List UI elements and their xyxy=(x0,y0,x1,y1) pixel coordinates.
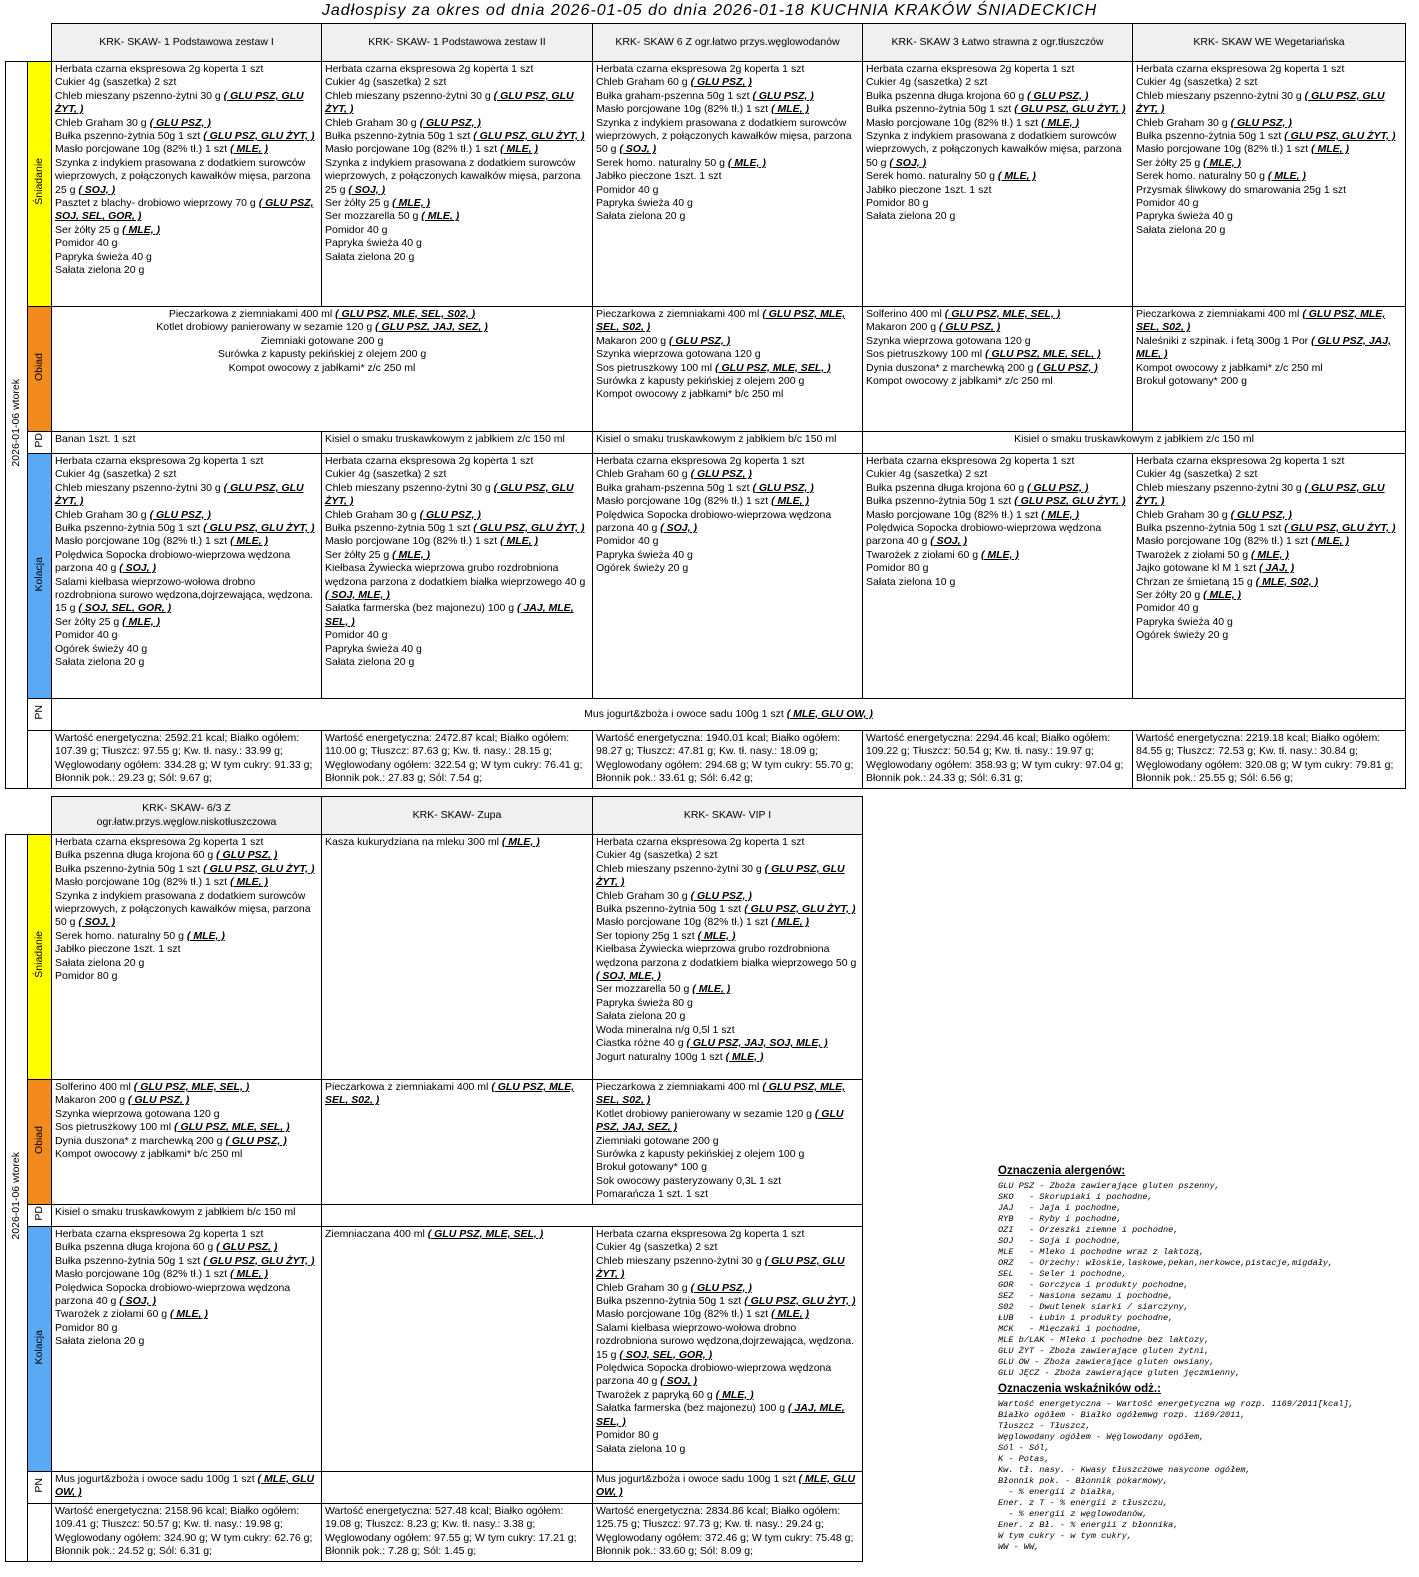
menu-item: Masło porcjowane 10g (82% tł.) 1 szt ( MLE, ) xyxy=(55,143,269,156)
menu-item: Bułka pszenno-żytnia 50g 1 szt ( GLU PSZ, GLU ŻYT, ) xyxy=(55,862,315,875)
menu-item: Cukier 4g (saszetka) 2 szt xyxy=(596,849,718,862)
menu-item: Herbata czarna ekspresowa 2g koperta 1 szt xyxy=(596,836,805,848)
menu-item: Przysmak śliwkowy do smarowania 25g 1 szt xyxy=(1136,183,1347,196)
menu-item: Herbata czarna ekspresowa 2g koperta 1 szt xyxy=(596,1228,805,1240)
menu-item: Serek homo. naturalny 50 g ( MLE, ) xyxy=(596,156,766,169)
menu-item: Masło porcjowane 10g (82% tł.) 1 szt ( MLE, ) xyxy=(866,116,1080,129)
meal-label-kolacja: Kolacja xyxy=(28,1227,52,1472)
menu-cell: Kisiel o smaku truskawkowym z jabłkiem b/c 150 ml xyxy=(593,432,863,454)
menu-table-1 xyxy=(5,23,1406,789)
menu-item: Sałata zielona 20 g xyxy=(55,656,145,669)
date-cell: 2026-01-06 wtorek xyxy=(6,835,28,1562)
menu-item: Ciastka różne 40 g ( GLU PSZ, JAJ, SOJ, MLE, ) xyxy=(596,1037,828,1050)
menu-item: Herbata czarna ekspresowa 2g koperta 1 szt xyxy=(325,63,534,75)
menu-item: Ser żółty 20 g ( MLE, ) xyxy=(1136,589,1242,602)
meal-label-sniadanie: Śniadanie xyxy=(28,835,52,1080)
menu-item: Ogórek świeży 20 g xyxy=(596,562,689,575)
legend xyxy=(998,1165,1413,1557)
menu-item: Masło porcjowane 10g (82% tł.) 1 szt ( MLE, ) xyxy=(55,535,269,548)
menu-item: Herbata czarna ekspresowa 2g koperta 1 szt xyxy=(55,836,264,848)
menu-item: Jajko gotowane kl M 1 szt ( JAJ, ) xyxy=(1136,562,1295,575)
menu-item: Twarożek z ziołami 60 g ( MLE, ) xyxy=(866,548,1019,561)
diet-header: KRK- SKAW 3 Łatwo strawna z ogr.tłuszczów xyxy=(863,24,1133,62)
menu-item: Herbata czarna ekspresowa 2g koperta 1 szt xyxy=(866,455,1075,467)
nutrition-cell: Wartość energetyczna: 2592.21 kcal; Białko ogółem: 107.39 g; Tłuszcz: 97.55 g; Kw. tł. nasy.: 33.99 g; Węglowodany ogółem: 334.28 g; W tym cukry: 91.33 g; Błonnik pok.: 29.23 g; Sól: 9.67 g; xyxy=(52,731,322,789)
menu-item: Bułka graham-pszenna 50g 1 szt ( GLU PSZ, ) xyxy=(596,481,814,494)
menu-cell xyxy=(593,454,863,699)
menu-item: Pomidor 40 g xyxy=(325,223,388,236)
menu-item: Pieczarkowa z ziemniakami 400 ml ( GLU PSZ, MLE, SEL, S02, ) xyxy=(596,308,846,334)
menu-item: Bułka pszenna długa krojona 60 g ( GLU PSZ, ) xyxy=(55,849,278,862)
meal-label-obiad: Obiad xyxy=(28,307,52,432)
menu-item: Herbata czarna ekspresowa 2g koperta 1 szt xyxy=(55,63,264,75)
menu-item: Chleb mieszany pszenno-żytni 30 g ( GLU PSZ, GLU ŻYT, ) xyxy=(1136,481,1385,508)
menu-item: Chleb mieszany pszenno-żytni 30 g ( GLU PSZ, GLU ŻYT, ) xyxy=(325,481,574,508)
menu-item: Ser żółty 25 g ( MLE, ) xyxy=(325,197,431,210)
menu-item: Chleb Graham 60 g ( GLU PSZ, ) xyxy=(596,76,752,89)
diet-header: KRK- SKAW- 1 Podstawowa zestaw I xyxy=(52,24,322,62)
menu-item: Masło porcjowane 10g (82% tł.) 1 szt ( MLE, ) xyxy=(325,143,539,156)
menu-item: Chleb mieszany pszenno-żytni 30 g ( GLU PSZ, GLU ŻYT, ) xyxy=(1136,89,1385,116)
menu-item: Herbata czarna ekspresowa 2g koperta 1 szt xyxy=(866,63,1075,75)
menu-cell: Kisiel o smaku truskawkowym z jabłkiem z/c 150 ml xyxy=(863,432,1406,454)
menu-item: Pieczarkowa z ziemniakami 400 ml ( GLU PSZ, MLE, SEL, S02, ) xyxy=(325,1081,575,1107)
menu-item: Cukier 4g (saszetka) 2 szt xyxy=(55,468,177,481)
menu-item: Twarożek z ziołami 60 g ( MLE, ) xyxy=(55,1308,208,1321)
menu-item: Kompot owocowy z jabłkami* z/c 250 ml xyxy=(866,375,1053,388)
menu-item: Bułka pszenno-żytnia 50g 1 szt ( GLU PSZ, GLU ŻYT, ) xyxy=(325,522,585,535)
menu-item: Pomidor 40 g xyxy=(1136,602,1199,615)
menu-item: Sałata zielona 20 g xyxy=(1136,223,1226,236)
menu-cell xyxy=(52,62,322,307)
menu-item: Herbata czarna ekspresowa 2g koperta 1 szt xyxy=(596,455,805,467)
menu-cell xyxy=(52,835,322,1080)
menu-item: Polędwica Sopocka drobiowo-wieprzowa wędzona parzona 40 g ( SOJ, ) xyxy=(596,508,832,535)
menu-item: Woda mineralna n/g 0,5l 1 szt xyxy=(596,1023,735,1036)
menu-item: Pieczarkowa z ziemniakami 400 ml ( GLU PSZ, MLE, SEL, S02, ) xyxy=(1136,308,1386,334)
menu-item: Pomidor 80 g xyxy=(55,1321,118,1334)
menu-cell: Banan 1szt. 1 szt xyxy=(52,432,322,454)
menu-item: Masło porcjowane 10g (82% tł.) 1 szt ( MLE, ) xyxy=(866,508,1080,521)
menu-cell xyxy=(593,307,863,432)
menu-item: Pomidor 40 g xyxy=(596,183,659,196)
menu-item: Sałata zielona 20 g xyxy=(596,210,686,223)
menu-item: Pomidor 80 g xyxy=(55,970,118,983)
menu-item: Chleb Graham 30 g ( GLU PSZ, ) xyxy=(1136,508,1292,521)
menu-cell xyxy=(1133,307,1406,432)
menu-item: Kiełbasa Żywiecka wieprzowa grubo rozdrobniona wędzona parzona z dodatkiem białka wieprzowego 40 g ( SOJ, MLE, ) xyxy=(325,562,586,602)
meal-label-sniadanie: Śniadanie xyxy=(28,62,52,307)
menu-item: Chleb mieszany pszenno-żytni 30 g ( GLU PSZ, GLU ŻYT, ) xyxy=(325,89,574,116)
menu-item: Chleb mieszany pszenno-żytni 30 g ( GLU PSZ, GLU ŻYT, ) xyxy=(596,862,845,889)
menu-item: Cukier 4g (saszetka) 2 szt xyxy=(325,76,447,89)
menu-cell xyxy=(593,62,863,307)
menu-item: Bułka pszenno-żytnia 50g 1 szt ( GLU PSZ, GLU ŻYT, ) xyxy=(1136,130,1396,143)
menu-item: Chleb Graham 30 g ( GLU PSZ, ) xyxy=(1136,116,1292,129)
diet-header: KRK- SKAW- VIP I xyxy=(593,797,863,835)
menu-item: Masło porcjowane 10g (82% tł.) 1 szt ( MLE, ) xyxy=(325,535,539,548)
menu-cell xyxy=(322,1205,863,1227)
menu-item: Mus jogurt&zboża i owoce sadu 100g 1 szt ( MLE, GLU OW, ) xyxy=(596,1473,856,1499)
menu-item: Polędwica Sopocka drobiowo-wieprzowa wędzona parzona 40 g ( SOJ, ) xyxy=(596,1362,832,1388)
menu-item: Masło porcjowane 10g (82% tł.) 1 szt ( MLE, ) xyxy=(596,495,810,508)
menu-item: Ser żółty 25 g ( MLE, ) xyxy=(55,223,161,236)
menu-item: Twarożek z papryką 60 g ( MLE, ) xyxy=(596,1388,754,1401)
menu-item: Szynka z indykiem prasowana z dodatkiem surowców wieprzowych, z połączonych kawałków mięsa, parzona 50 g ( SOJ, ) xyxy=(55,889,311,929)
menu-item: Kompot owocowy z jabłkami* b/c 250 ml xyxy=(55,1148,243,1161)
menu-item: Ser mozzarella 50 g ( MLE, ) xyxy=(325,210,460,223)
menu-cell xyxy=(593,835,863,1080)
menu-item: Mus jogurt&zboża i owoce sadu 100g 1 szt ( MLE, GLU OW, ) xyxy=(55,1473,315,1499)
diet-header: KRK- SKAW WE Wegetariańska xyxy=(1133,24,1406,62)
menu-item: Herbata czarna ekspresowa 2g koperta 1 szt xyxy=(596,63,805,75)
meal-label-pn: PN xyxy=(28,699,52,731)
menu-item: Cukier 4g (saszetka) 2 szt xyxy=(596,1241,718,1254)
menu-item: Masło porcjowane 10g (82% tł.) 1 szt ( MLE, ) xyxy=(596,103,810,116)
menu-item: Herbata czarna ekspresowa 2g koperta 1 szt xyxy=(325,455,534,467)
allergens-list: GLU PSZ - Zboża zawierające gluten pszenny, SKO - Skorupiaki i pochodne, JAJ - Jaja i pochodne, RYB - Ryby i pochodne, OZI - Orzeszki ziemne i pochodne, SOJ - Soja i pochodne, MLE - Mleko i pochodne wraz z laktozą, ORZ - Orzechy: włoskie,laskowe,pekan,nerkowce,pistacje,migdały, SEL - Seler i pochodne, GOR - Gorczyca i produkty pochodne, SEZ - Nasiona sezamu i pochodne, S02 - Dwutlenek siarki / siarczyny, ŁUB - Łubin i produkty pochodne, MCK - Mięczaki i pochodne, MLE b/LAK - Mleko i pochodne bez laktozy, GLU ŻYT - Zboża zawierające gluten żytni, GLU OW - Zboża zawierające gluten owsiany, GLU JĘCZ - Zboża zawierające gluten jęczmienny, xyxy=(998,1181,1334,1378)
menu-item: Cukier 4g (saszetka) 2 szt xyxy=(55,76,177,89)
menu-item: Bułka pszenno-żytnia 50g 1 szt ( GLU PSZ, GLU ŻYT, ) xyxy=(55,522,315,535)
menu-item: Sos pietruszkowy 100 ml ( GLU PSZ, MLE, SEL, ) xyxy=(596,361,831,374)
menu-cell xyxy=(863,62,1133,307)
menu-item: Chleb Graham 30 g ( GLU PSZ, ) xyxy=(325,508,481,521)
menu-item: Sałatka farmerska (bez majonezu) 100 g ( JAJ, MLE, SEL, ) xyxy=(325,602,574,628)
menu-item: Papryka świeża 40 g xyxy=(325,237,422,250)
menu-item: Szynka wieprzowa gotowana 120 g xyxy=(866,334,1031,347)
blank-cell xyxy=(28,731,52,789)
menu-item: Ser żółty 25 g ( MLE, ) xyxy=(55,615,161,628)
menu-item: Sałata zielona 20 g xyxy=(55,264,145,277)
menu-item: Chleb Graham 30 g ( GLU PSZ, ) xyxy=(596,1281,752,1294)
nutrition-cell: Wartość energetyczna: 527.48 kcal; Białko ogółem: 19.08 g; Tłuszcz: 8.23 g; Kw. tł. nasy.: 3.38 g; Węglowodany ogółem: 97.55 g; W tym cukry: 17.21 g; Błonnik pok.: 7.28 g; Sól: 1.45 g; xyxy=(322,1504,593,1562)
menu-cell xyxy=(52,307,593,432)
menu-item: Szynka z indykiem prasowana z dodatkiem surowców wieprzowych, z połączonych kawałków mięsa, parzona 50 g ( SOJ, ) xyxy=(866,130,1122,169)
menu-cell xyxy=(322,1080,593,1205)
menu-item: Ziemniaczana 400 ml ( GLU PSZ, MLE, SEL, ) xyxy=(325,1228,544,1240)
menu-item: Szynka wieprzowa gotowana 120 g xyxy=(596,348,761,361)
menu-cell xyxy=(863,307,1133,432)
menu-item: Papryka świeża 80 g xyxy=(596,996,693,1009)
menu-item: Kasza kukurydziana na mleku 300 ml ( MLE, ) xyxy=(325,836,540,848)
diet-header: KRK- SKAW- 1 Podstawowa zestaw II xyxy=(322,24,593,62)
menu-item: Makaron 200 g ( GLU PSZ, ) xyxy=(596,334,731,347)
menu-item: Jabłko pieczone 1szt. 1 szt xyxy=(596,170,722,183)
diet-header: KRK- SKAW 6 Z ogr.łatwo przys.węglowodanów xyxy=(593,24,863,62)
menu-item: Sałata zielona 20 g xyxy=(55,1335,145,1348)
menu-item: Bułka pszenna długa krojona 60 g ( GLU PSZ, ) xyxy=(55,1241,278,1254)
menu-item: Chleb Graham 30 g ( GLU PSZ, ) xyxy=(55,116,211,129)
nutrition-cell: Wartość energetyczna: 1940.01 kcal; Białko ogółem: 98.27 g; Tłuszcz: 47.81 g; Kw. tł. nasy.: 18.09 g; Węglowodany ogółem: 294.68 g; W tym cukry: 55.70 g; Błonnik pok.: 33.61 g; Sól: 6.42 g; xyxy=(593,731,863,789)
menu-item: Solferino 400 ml ( GLU PSZ, MLE, SEL, ) xyxy=(55,1081,250,1093)
menu-cell xyxy=(1133,454,1406,699)
menu-item: Pomidor 40 g xyxy=(55,629,118,642)
menu-item: Brokuł gotowany* 100 g xyxy=(596,1161,707,1174)
menu-item: Bułka pszenno-żytnia 50g 1 szt ( GLU PSZ, GLU ŻYT, ) xyxy=(55,130,315,143)
menu-item: Bułka pszenno-żytnia 50g 1 szt ( GLU PSZ, GLU ŻYT, ) xyxy=(55,1254,315,1267)
menu-item: Bułka pszenno-żytnia 50g 1 szt ( GLU PSZ, GLU ŻYT, ) xyxy=(596,903,856,916)
menu-item: Sałata zielona 20 g xyxy=(55,956,145,969)
menu-table-2 xyxy=(5,796,863,1562)
menu-item: Chleb mieszany pszenno-żytni 30 g ( GLU PSZ, GLU ŻYT, ) xyxy=(55,481,304,508)
menu-item: Masło porcjowane 10g (82% tł.) 1 szt ( MLE, ) xyxy=(1136,535,1350,548)
menu-item: Chleb mieszany pszenno-żytni 30 g ( GLU PSZ, GLU ŻYT, ) xyxy=(596,1254,845,1281)
menu-item: Pomidor 80 g xyxy=(866,197,929,210)
menu-item: Pasztet z blachy- drobiowo wieprzowy 70 g ( GLU PSZ, SOJ, SEL, GOR, ) xyxy=(55,197,314,223)
menu-item: Ser topiony 25g 1 szt ( MLE, ) xyxy=(596,929,736,942)
menu-item: Papryka świeża 40 g xyxy=(55,250,152,263)
menu-item: Herbata czarna ekspresowa 2g koperta 1 szt xyxy=(1136,455,1345,467)
menu-item: Sałata zielona 20 g xyxy=(866,210,956,223)
meal-label-pd: PD xyxy=(28,1205,52,1227)
menu-item: Chleb Graham 30 g ( GLU PSZ, ) xyxy=(325,116,481,129)
menu-item: Ogórek świeży 40 g xyxy=(55,642,148,655)
menu-item: Jabłko pieczone 1szt. 1 szt xyxy=(866,183,992,196)
menu-cell xyxy=(863,454,1133,699)
menu-item: Herbata czarna ekspresowa 2g koperta 1 szt xyxy=(55,1228,264,1240)
menu-item: Pomidor 80 g xyxy=(866,562,929,575)
date-cell: 2026-01-06 wtorek xyxy=(6,62,28,789)
menu-item: Pomidor 40 g xyxy=(325,629,388,642)
menu-item: Mus jogurt&zboża i owoce sadu 100g 1 szt ( MLE, GLU OW, ) xyxy=(584,707,873,720)
menu-item: Cukier 4g (saszetka) 2 szt xyxy=(1136,76,1258,89)
menu-item: Pomidor 40 g xyxy=(596,535,659,548)
menu-item: Bułka graham-pszenna 50g 1 szt ( GLU PSZ, ) xyxy=(596,89,814,102)
indicators-title: Oznaczenia wskaźników odż.: xyxy=(998,1383,1161,1395)
nutrition-cell: Wartość energetyczna: 2158.96 kcal; Białko ogółem: 109.41 g; Tłuszcz: 50.57 g; Kw. tł. nasy.: 19.98 g; Węglowodany ogółem: 324.90 g; W tym cukry: 62.76 g; Błonnik pok.: 24.52 g; Sól: 6.31 g; xyxy=(52,1504,322,1562)
menu-item: Surówka z kapusty pekińskiej z olejem 200 g xyxy=(217,348,427,361)
menu-item: Polędwica Sopocka drobiowo-wieprzowa wędzona parzona 40 g ( SOJ, ) xyxy=(866,522,1102,548)
menu-cell xyxy=(322,1472,593,1504)
menu-item: Pomidor 80 g xyxy=(596,1429,659,1442)
menu-item: Dynia duszona* z marchewką 200 g ( GLU PSZ, ) xyxy=(866,361,1098,374)
menu-item: Szynka z indykiem prasowana z dodatkiem surowców wieprzowych, z połączonych kawałków mięsa, parzona 25 g ( SOJ, ) xyxy=(55,156,311,196)
menu-item: Chleb Graham 30 g ( GLU PSZ, ) xyxy=(55,508,211,521)
indicators-list: Wartość energetyczna - Wartość energetyczna wg rozp. 1169/2011[kcal], Białko ogółem - Białko ogółemwg rozp. 1169/2011, Tłuszcz - Tłuszcz, Węglowodany ogółem - Węglowodany ogółem, Sól - Sól, K - Potas, Kw. tł. nasy. - Kwasy tłuszczowe nasycone ogółem, Błonnik pok. - Błonnik pokarmowy, - % energii z białka, Ener. z T - % energii z tłuszczu, - % energii z węglowodanów, Ener. z Bł. - % energii z błonnika, W tym cukry - w tym cukry, WW - WW, xyxy=(998,1399,1354,1552)
menu-item: Chleb Graham 60 g ( GLU PSZ, ) xyxy=(596,468,752,481)
menu-item: Polędwica Sopocka drobiowo-wieprzowa wędzona parzona 40 g ( SOJ, ) xyxy=(55,1281,291,1308)
menu-item: Kotlet drobiowy panierowany w sezamie 120 g ( GLU PSZ, JAJ, SEZ, ) xyxy=(156,321,488,334)
menu-item: Bułka pszenna długa krojona 60 g ( GLU PSZ, ) xyxy=(866,89,1089,102)
menu-item: Ser żółty 25 g ( MLE, ) xyxy=(1136,156,1242,169)
menu-item: Chleb Graham 30 g ( GLU PSZ, ) xyxy=(596,889,752,902)
diet-header: KRK- SKAW- 6/3 Z ogr.łatw.przys.węglow.niskotłuszczowa xyxy=(52,797,322,835)
menu-item: Jabłko pieczone 1szt. 1 szt xyxy=(55,943,181,956)
menu-item: Papryka świeża 40 g xyxy=(325,642,422,655)
menu-cell xyxy=(322,454,593,699)
menu-item: Sos pietruszkowy 100 ml ( GLU PSZ, MLE, SEL, ) xyxy=(866,348,1101,361)
menu-cell xyxy=(322,62,593,307)
menu-item: Sałata zielona 20 g xyxy=(325,656,415,669)
menu-item: Makaron 200 g ( GLU PSZ, ) xyxy=(55,1094,190,1107)
menu-item: Ser mozzarella 50 g ( MLE, ) xyxy=(596,983,731,996)
meal-label-kolacja: Kolacja xyxy=(28,454,52,699)
menu-item: Sałatka farmerska (bez majonezu) 100 g ( JAJ, MLE, SEL, ) xyxy=(596,1402,845,1428)
menu-item: Masło porcjowane 10g (82% tł.) 1 szt ( MLE, ) xyxy=(55,876,269,889)
menu-item: Masło porcjowane 10g (82% tł.) 1 szt ( MLE, ) xyxy=(596,1308,810,1321)
nutrition-cell: Wartość energetyczna: 2294.46 kcal; Białko ogółem: 109.22 g; Tłuszcz: 50.54 g; Kw. tł. nasy.: 19.97 g; Węglowodany ogółem: 358.93 g; W tym cukry: 97.04 g; Błonnik pok.: 24.33 g; Sól: 6.31 g; xyxy=(863,731,1133,789)
nutrition-cell: Wartość energetyczna: 2219.18 kcal; Białko ogółem: 84.55 g; Tłuszcz: 72.53 g; Kw. tł. nasy.: 30.84 g; Węglowodany ogółem: 320.08 g; W tym cukry: 79.81 g; Błonnik pok.: 25.55 g; Sól: 6.56 g; xyxy=(1133,731,1406,789)
menu-item: Solferino 400 ml ( GLU PSZ, MLE, SEL, ) xyxy=(866,308,1061,320)
blank-cell xyxy=(28,1504,52,1562)
menu-item: Kompot owocowy z jabłkami* b/c 250 ml xyxy=(596,388,784,401)
nutrition-cell: Wartość energetyczna: 2834.86 kcal; Białko ogółem: 125.75 g; Tłuszcz: 97.73 g; Kw. tł. nasy.: 29.24 g; Węglowodany ogółem: 372.46 g; W tym cukry: 75.48 g; Błonnik pok.: 33.60 g; Sól: 8.09 g; xyxy=(593,1504,863,1562)
menu-item: Serek homo. naturalny 50 g ( MLE, ) xyxy=(866,170,1036,183)
menu-item: Papryka świeża 40 g xyxy=(1136,210,1233,223)
menu-item: Sok owocowy pasteryzowany 0,3L 1 szt xyxy=(596,1174,782,1187)
menu-cell xyxy=(593,1472,863,1504)
menu-item: Masło porcjowane 10g (82% tł.) 1 szt ( MLE, ) xyxy=(55,1268,269,1281)
menu-item: Dynia duszona* z marchewką 200 g ( GLU PSZ, ) xyxy=(55,1134,287,1147)
menu-cell xyxy=(593,1227,863,1472)
menu-item: Bułka pszenno-żytnia 50g 1 szt ( GLU PSZ, GLU ŻYT, ) xyxy=(866,495,1126,508)
menu-cell: Kisiel o smaku truskawkowym z jabłkiem z/c 150 ml xyxy=(322,432,593,454)
menu-item: Brokuł gotowany* 200 g xyxy=(1136,375,1247,388)
menu-item: Kompot owocowy z jabłkami* z/c 250 ml xyxy=(1136,361,1323,374)
menu-item: Jogurt naturalny 100g 1 szt ( MLE, ) xyxy=(596,1050,764,1063)
menu-item: Salami kiełbasa wieprzowo-wołowa drobno rozdrobniona surowo wędzona,dojrzewająca, wędzona. 15 g ( SOJ, SEL, GOR, ) xyxy=(55,575,313,615)
menu-item: Papryka świeża 40 g xyxy=(596,548,693,561)
menu-item: Pomarańcza 1 szt. 1 szt xyxy=(596,1188,709,1201)
menu-item: Serek homo. naturalny 50 g ( MLE, ) xyxy=(1136,170,1306,183)
menu-item: Twarożek z ziołami 50 g ( MLE, ) xyxy=(1136,548,1289,561)
menu-item: Salami kiełbasa wieprzowo-wołowa drobno rozdrobniona surowo wędzona,dojrzewająca, wędzona. 15 g ( SOJ, SEL, GOR, ) xyxy=(596,1321,854,1361)
menu-item: Surówka z kapusty pekińskiej z olejem 200 g xyxy=(596,375,805,388)
menu-item: Ogórek świeży 20 g xyxy=(1136,629,1229,642)
menu-item: Cukier 4g (saszetka) 2 szt xyxy=(1136,468,1258,481)
menu-item: Kiełbasa Żywiecka wieprzowa grubo rozdrobniona wędzona parzona z dodatkiem białka wieprzowego 50 g ( SOJ, MLE, ) xyxy=(596,943,857,983)
meal-label-pd: PD xyxy=(28,432,52,454)
menu-item: Papryka świeża 40 g xyxy=(1136,615,1233,628)
menu-item: Herbata czarna ekspresowa 2g koperta 1 szt xyxy=(55,455,264,467)
menu-item: Szynka z indykiem prasowana z dodatkiem surowców wieprzowych, z połączonych kawałków mięsa, parzona 50 g ( SOJ, ) xyxy=(596,116,852,156)
menu-cell: Kisiel o smaku truskawkowym z jabłkiem b/c 150 ml xyxy=(52,1205,322,1227)
menu-cell xyxy=(52,1227,322,1472)
menu-cell xyxy=(52,699,1406,731)
menu-cell xyxy=(322,835,593,1080)
menu-cell xyxy=(52,1080,322,1205)
menu-item: Pomidor 40 g xyxy=(1136,197,1199,210)
nutrition-cell: Wartość energetyczna: 2472.87 kcal; Białko ogółem: 110.00 g; Tłuszcz: 87.63 g; Kw. tł. nasy.: 28.15 g; Węglowodany ogółem: 322.54 g; W tym cukry: 76.41 g; Błonnik pok.: 27.83 g; Sól: 7.54 g; xyxy=(322,731,593,789)
menu-item: Chrzan ze śmietaną 15 g ( MLE, S02, ) xyxy=(1136,575,1319,588)
meal-label-pn: PN xyxy=(28,1472,52,1504)
menu-item: Bułka pszenna długa krojona 60 g ( GLU PSZ, ) xyxy=(866,481,1089,494)
menu-cell xyxy=(52,1472,322,1504)
menu-item: Szynka wieprzowa gotowana 120 g xyxy=(55,1107,220,1120)
menu-item: Cukier 4g (saszetka) 2 szt xyxy=(325,468,447,481)
menu-item: Cukier 4g (saszetka) 2 szt xyxy=(866,76,988,89)
menu-item: Cukier 4g (saszetka) 2 szt xyxy=(866,468,988,481)
menu-item: Sałata zielona 20 g xyxy=(596,1010,686,1023)
menu-item: Ziemniaki gotowane 200 g xyxy=(260,334,384,347)
menu-item: Serek homo. naturalny 50 g ( MLE, ) xyxy=(55,929,225,942)
menu-item: Polędwica Sopocka drobiowo-wieprzowa wędzona parzona 40 g ( SOJ, ) xyxy=(55,548,291,575)
menu-item: Szynka z indykiem prasowana z dodatkiem surowców wieprzowych, z połączonych kawałków mięsa, parzona 25 g ( SOJ, ) xyxy=(325,156,581,196)
menu-cell xyxy=(593,1080,863,1205)
menu-cell xyxy=(322,1227,593,1472)
menu-item: Sos pietruszkowy 100 ml ( GLU PSZ, MLE, SEL, ) xyxy=(55,1121,290,1134)
menu-cell xyxy=(1133,62,1406,307)
menu-item: Masło porcjowane 10g (82% tł.) 1 szt ( MLE, ) xyxy=(596,916,810,929)
menu-item: Ziemniaki gotowane 200 g xyxy=(596,1134,719,1147)
menu-item: Sałata zielona 10 g xyxy=(596,1442,686,1455)
menu-item: Sałata zielona 20 g xyxy=(325,250,415,263)
menu-item: Pieczarkowa z ziemniakami 400 ml ( GLU PSZ, MLE, SEL, S02, ) xyxy=(596,1081,846,1107)
allergens-title: Oznaczenia alergenów: xyxy=(998,1165,1126,1177)
menu-item: Papryka świeża 40 g xyxy=(596,197,693,210)
page-title: Jadłospisy za okres od dnia 2026-01-05 do dnia 2026-01-18 KUCHNIA KRAKÓW ŚNIADECKICH xyxy=(321,2,1098,19)
menu-item: Pomidor 40 g xyxy=(55,237,118,250)
menu-item: Bułka pszenno-żytnia 50g 1 szt ( GLU PSZ, GLU ŻYT, ) xyxy=(866,103,1126,116)
menu-item: Bułka pszenno-żytnia 50g 1 szt ( GLU PSZ, GLU ŻYT, ) xyxy=(596,1295,856,1308)
menu-item: Ser żółty 25 g ( MLE, ) xyxy=(325,548,431,561)
menu-item: Masło porcjowane 10g (82% tł.) 1 szt ( MLE, ) xyxy=(1136,143,1350,156)
meal-label-obiad: Obiad xyxy=(28,1080,52,1205)
menu-item: Naleśniki z szpinak. i fetą 300g 1 Por ( GLU PSZ, JAJ, MLE, ) xyxy=(1136,334,1392,361)
menu-item: Kotlet drobiowy panierowany w sezamie 120 g ( GLU PSZ, JAJ, SEZ, ) xyxy=(596,1107,844,1134)
menu-item: Pieczarkowa z ziemniakami 400 ml ( GLU PSZ, MLE, SEL, S02, ) xyxy=(168,308,476,320)
menu-item: Surówka z kapusty pekińskiej z olejem 100 g xyxy=(596,1148,805,1161)
menu-cell xyxy=(52,454,322,699)
menu-item: Sałata zielona 10 g xyxy=(866,575,956,588)
menu-item: Herbata czarna ekspresowa 2g koperta 1 szt xyxy=(1136,63,1345,75)
menu-item: Chleb mieszany pszenno-żytni 30 g ( GLU PSZ, GLU ŻYT, ) xyxy=(55,89,304,116)
menu-item: Bułka pszenno-żytnia 50g 1 szt ( GLU PSZ, GLU ŻYT, ) xyxy=(325,130,585,143)
menu-item: Bułka pszenno-żytnia 50g 1 szt ( GLU PSZ, GLU ŻYT, ) xyxy=(1136,522,1396,535)
menu-item: Kompot owocowy z jabłkami* z/c 250 ml xyxy=(228,361,416,374)
diet-header: KRK- SKAW- Zupa xyxy=(322,797,593,835)
menu-item: Makaron 200 g ( GLU PSZ, ) xyxy=(866,321,1001,334)
